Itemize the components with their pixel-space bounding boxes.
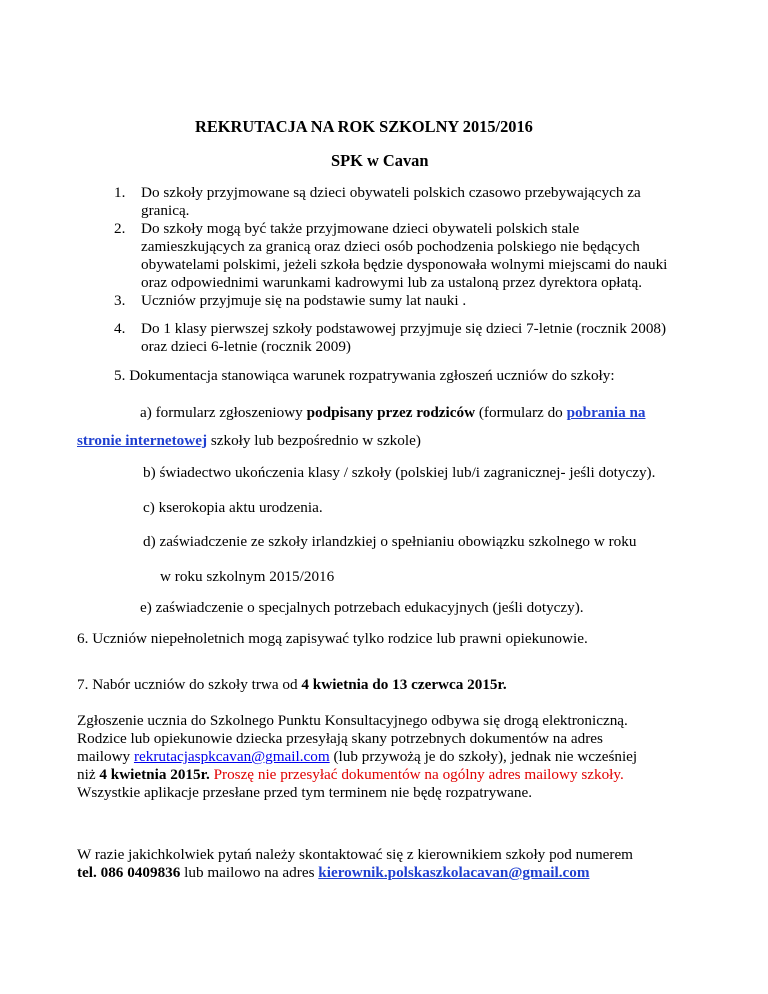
list-text: granicą. bbox=[141, 202, 190, 219]
list-text: Do 1 klasy pierwszej szkoły podstawowej przyjmuje się dzieci 7-letnie (rocznik 2008) bbox=[141, 320, 667, 337]
doc-item-d-cont: w roku szkolnym 2015/2016 bbox=[160, 568, 335, 585]
manager-email-link[interactable]: kierownik.polskaszkolacavan@gmail.com bbox=[318, 864, 590, 881]
doc-item-d: d) zaświadczenie ze szkoły irlandzkiej o spełnianiu obowiązku szkolnego w roku bbox=[143, 533, 637, 550]
recruitment-email-link[interactable]: rekrutacjaspkcavan@gmail.com bbox=[133, 748, 330, 765]
list-text: oraz dzieci 6-letnie (rocznik 2009) bbox=[141, 338, 351, 355]
para-text: niż bbox=[77, 766, 100, 783]
list-text: Uczniów przyjmuje się na podstawie sumy lat nauki . bbox=[141, 292, 467, 309]
doc-item-e: e) zaświadczenie o specjalnych potrzebach edukacyjnych (jeśli dotyczy). bbox=[140, 599, 584, 616]
website-link-cont[interactable]: stronie internetowej bbox=[77, 432, 208, 449]
list-number: 4. bbox=[114, 320, 126, 337]
list-number: 3. bbox=[114, 292, 126, 309]
contact-line bbox=[77, 864, 590, 882]
doc-a-text: a) formularz zgłoszeniowy bbox=[140, 404, 307, 421]
section-5-heading: 5. Dokumentacja stanowiąca warunek rozpatrywania zgłoszeń uczniów do szkoły: bbox=[114, 367, 615, 384]
section-7-text: 7. Nabór uczniów do szkoły trwa od bbox=[77, 676, 302, 693]
page-subtitle: SPK w Cavan bbox=[331, 151, 429, 170]
list-text: oraz odpowiednimi warunkami kadrowymi lub za ustaloną przez dyrektora opłatą. bbox=[141, 274, 643, 291]
list-text: Do szkoły mogą być także przyjmowane dzieci obywateli polskich stale bbox=[141, 220, 580, 237]
para-text: mailowy bbox=[77, 748, 134, 765]
list-text: zamieszkujących za granicą oraz dzieci osób pochodzenia polskiego nie będących bbox=[141, 238, 640, 255]
doc-a-text-mid: (formularz do bbox=[475, 404, 567, 421]
para-line: Rodzice lub opiekunowie dziecka przesyłają skany potrzebnych dokumentów na adres bbox=[77, 730, 603, 747]
para-line: Zgłoszenie ucznia do Szkolnego Punktu Konsultacyjnego odbywa się drogą elektroniczną. bbox=[77, 712, 628, 729]
section-7 bbox=[77, 676, 507, 694]
phone-number: tel. 086 0409836 bbox=[77, 864, 181, 881]
doc-a-suffix: szkoły lub bezpośrednio w szkole) bbox=[207, 432, 421, 449]
section-6: 6. Uczniów niepełnoletnich mogą zapisywać tylko rodzice lub prawni opiekunowie. bbox=[77, 630, 588, 647]
warning-text: Proszę nie przesyłać dokumentów na ogólny adres mailowy szkoły. bbox=[209, 766, 624, 783]
doc-a-bold: podpisany przez rodziców bbox=[306, 404, 476, 421]
para-text: (lub przywożą je do szkoły), jednak nie wcześniej bbox=[329, 748, 638, 765]
doc-item-a-cont bbox=[77, 432, 421, 450]
website-link[interactable]: pobrania na bbox=[566, 404, 646, 421]
doc-item-a bbox=[140, 404, 646, 422]
doc-item-b: b) świadectwo ukończenia klasy / szkoły (polskiej lub/i zagranicznej- jeśli dotyczy). bbox=[143, 464, 656, 481]
section-7-dates: 4 kwietnia do 13 czerwca 2015r. bbox=[301, 676, 507, 693]
list-text: Do szkoły przyjmowane są dzieci obywateli polskich czasowo przebywających za bbox=[141, 184, 641, 201]
list-number: 2. bbox=[114, 220, 126, 237]
contact-text: lub mailowo na adres bbox=[180, 864, 319, 881]
doc-item-c: c) kserokopia aktu urodzenia. bbox=[143, 499, 323, 516]
para-line: Wszystkie aplikacje przesłane przed tym terminem nie będę rozpatrywane. bbox=[77, 784, 533, 801]
page-title: REKRUTACJA NA ROK SZKOLNY 2015/2016 bbox=[195, 117, 533, 136]
contact-line: W razie jakichkolwiek pytań należy skontaktować się z kierownikiem szkoły pod numerem bbox=[77, 846, 633, 863]
para-line bbox=[77, 748, 637, 766]
list-text: obywatelami polskimi, jeżeli szkoła będzie dysponowała wolnymi miejscami do nauki bbox=[141, 256, 668, 273]
para-line bbox=[77, 766, 624, 784]
list-number: 1. bbox=[114, 184, 126, 201]
start-date: 4 kwietnia 2015r. bbox=[99, 766, 210, 783]
